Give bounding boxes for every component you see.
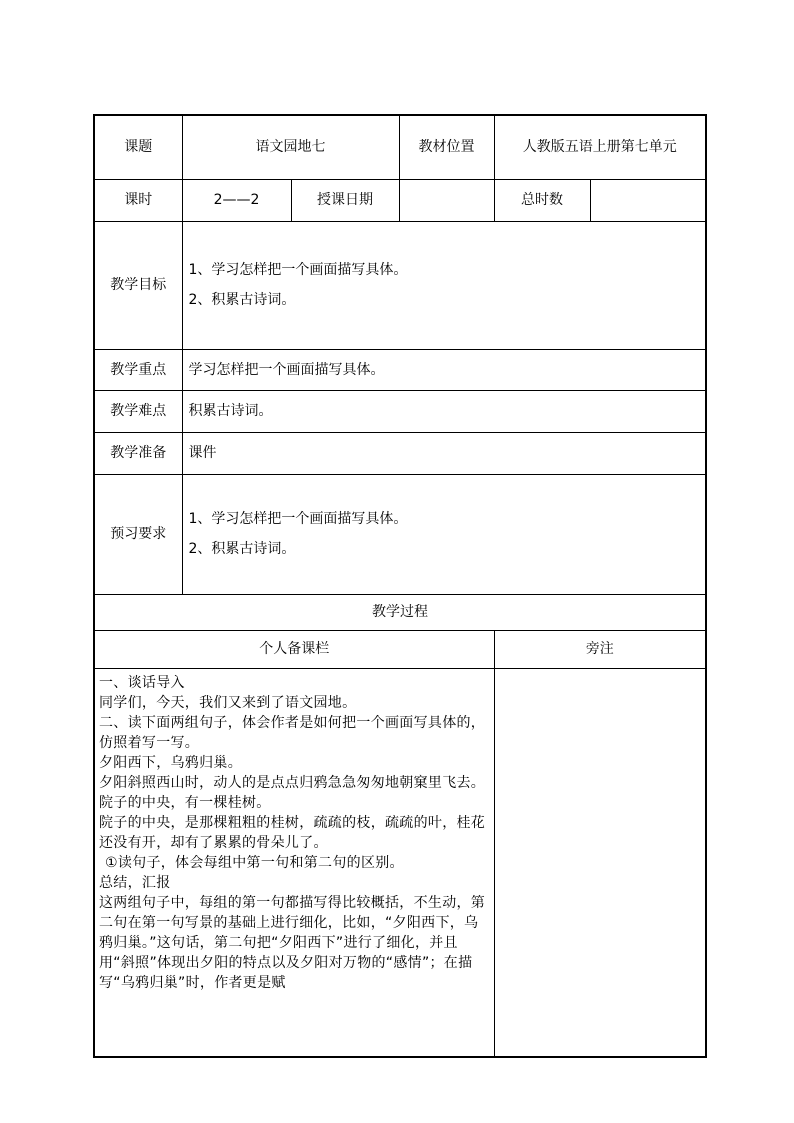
period-value: 2——2 bbox=[182, 179, 291, 221]
process-line: 院子的中央，是那棵粗粗的桂树，疏疏的枝，疏疏的叶，桂花还没有开，却有了累累的骨朵儿了。 bbox=[99, 814, 486, 851]
total-label: 总时数 bbox=[494, 179, 590, 221]
date-label: 授课日期 bbox=[291, 179, 399, 221]
process-line: 院子的中央，有一棵桂树。 bbox=[99, 794, 271, 811]
process-line: 这两组句子中，每组的第一句都描写得比较概括，不生动，第二句在第一句写景的基础上进行细化，比如，“夕阳西下，乌鸦归巢。”这句话，第二句把“夕阳西下”进行了细化，并且用“斜照”体现出夕阳的特点以及夕阳对万物的“感情”；在描写“乌鸦归巢”时，作者更是赋 bbox=[99, 894, 486, 991]
difficulty-label: 教学难点 bbox=[94, 390, 182, 432]
row-process-title bbox=[94, 594, 706, 630]
process-line: 夕阳斜照西山时，动人的是点点归鸦急急匆匆地朝窠里飞去。 bbox=[99, 774, 486, 791]
goals-label: 教学目标 bbox=[94, 221, 182, 349]
goal-item: 2、积累古诗词。 bbox=[188, 292, 296, 308]
row-goals bbox=[94, 221, 706, 349]
preview-label: 预习要求 bbox=[94, 474, 182, 594]
row-preview bbox=[94, 474, 706, 594]
total-value bbox=[590, 179, 706, 221]
row-topic bbox=[94, 115, 706, 179]
goal-item: 1、学习怎样把一个画面描写具体。 bbox=[188, 262, 408, 278]
process-title: 教学过程 bbox=[94, 594, 706, 630]
row-key-point bbox=[94, 349, 706, 390]
process-note-content bbox=[494, 668, 706, 1057]
preparation-label: 教学准备 bbox=[94, 432, 182, 474]
process-line: 二、读下面两组句子，体会作者是如何把一个画面写具体的，仿照着写一写。 bbox=[99, 714, 486, 751]
lesson-plan-table bbox=[93, 114, 707, 1058]
preview-content bbox=[182, 474, 706, 594]
key-point-label: 教学重点 bbox=[94, 349, 182, 390]
lesson-plan-sheet bbox=[93, 114, 705, 1058]
key-point-value: 学习怎样把一个画面描写具体。 bbox=[182, 349, 706, 390]
topic-label: 课题 bbox=[94, 115, 182, 179]
date-value bbox=[399, 179, 494, 221]
row-process-header bbox=[94, 630, 706, 668]
process-line: 同学们，今天，我们又来到了语文园地。 bbox=[99, 694, 357, 711]
row-period bbox=[94, 179, 706, 221]
process-note-header: 旁注 bbox=[494, 630, 706, 668]
difficulty-value: 积累古诗词。 bbox=[182, 390, 706, 432]
process-line: ①读句子，体会每组中第一句和第二句的区别。 bbox=[105, 854, 404, 871]
preview-item: 1、学习怎样把一个画面描写具体。 bbox=[188, 511, 408, 527]
period-label: 课时 bbox=[94, 179, 182, 221]
preparation-value: 课件 bbox=[182, 432, 706, 474]
goals-content bbox=[182, 221, 706, 349]
row-preparation bbox=[94, 432, 706, 474]
process-text bbox=[99, 673, 490, 1056]
preview-item: 2、积累古诗词。 bbox=[188, 541, 296, 557]
process-line: 总结，汇报 bbox=[99, 874, 171, 891]
row-process-body bbox=[94, 668, 706, 1057]
topic-value: 语文园地七 bbox=[182, 115, 399, 179]
location-label: 教材位置 bbox=[399, 115, 494, 179]
row-difficulty bbox=[94, 390, 706, 432]
process-main-content bbox=[94, 668, 494, 1057]
location-value: 人教版五语上册第七单元 bbox=[494, 115, 706, 179]
process-line: 一、谈话导入 bbox=[99, 674, 185, 691]
process-main-header: 个人备课栏 bbox=[94, 630, 494, 668]
process-line: 夕阳西下，乌鸦归巢。 bbox=[99, 754, 242, 771]
